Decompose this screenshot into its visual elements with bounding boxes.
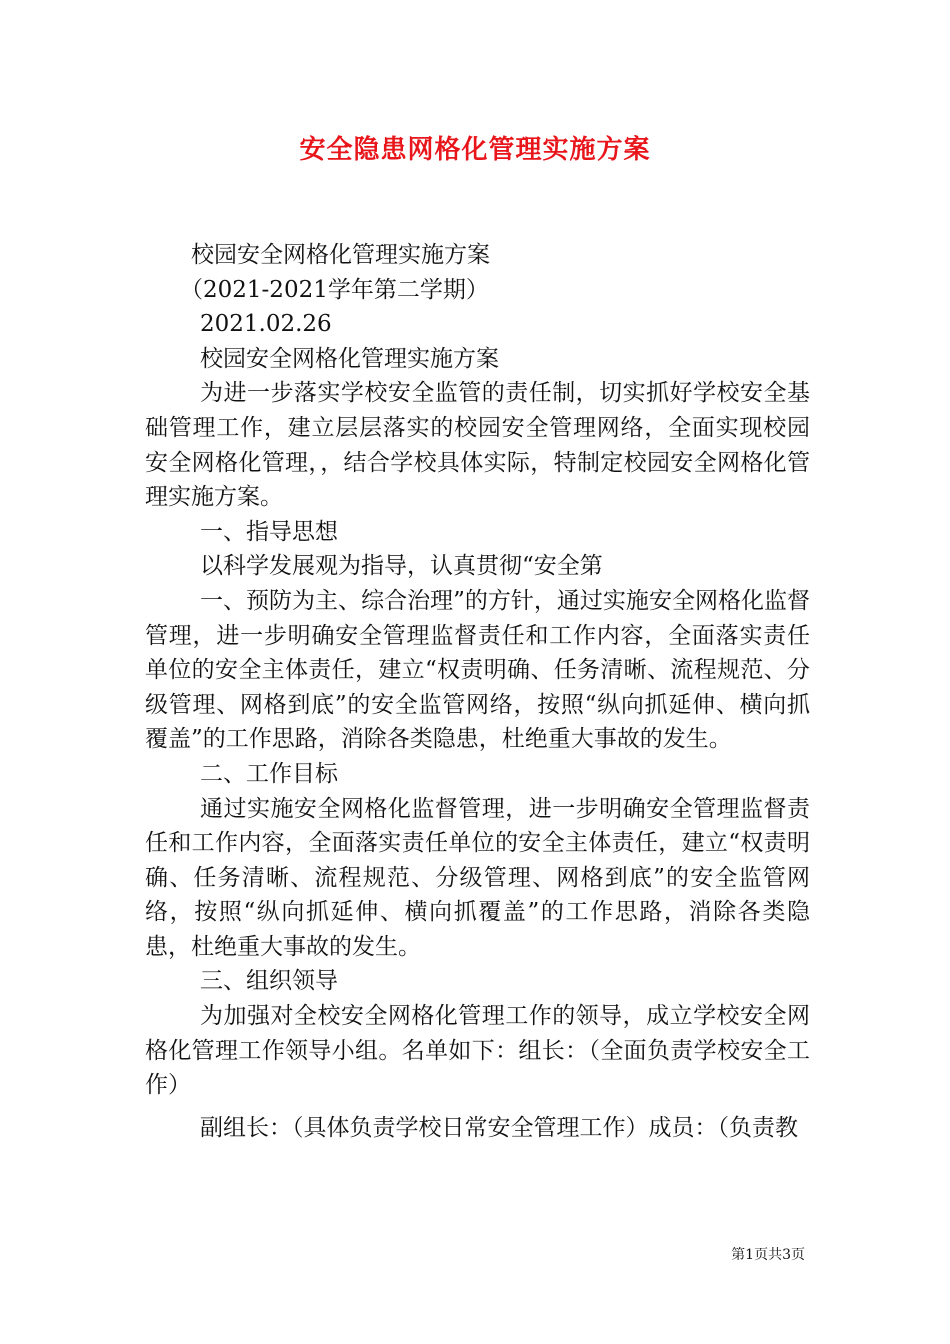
paragraph-work-goal: 通过实施安全网格化监督管理，进一步明确安全管理监督责任和工作内容，全面落实责任单位的安全主体责任，建立“权责明确、任务清晰、流程规范、分级管理、网格到底”的安全监管网络，按照“纵向抓延伸、横向抓覆盖”的工作思路，消除各类隐患，杜绝重大事故的发生。 [145,795,810,960]
paragraph-guiding-idea-continued: 一、预防为主、综合治理”的方针，通过实施安全网格化监督管理，进一步明确安全管理监督责任和工作内容，全面落实责任单位的安全主体责任，建立“权责明确、任务清晰、流程规范、分级管理、网格到底”的安全监管网络，按照“纵向抓延伸、横向抓覆盖”的工作思路，消除各类隐患，杜绝重大事故的发生。 [145,587,810,753]
section-heading-work-goal: 二、工作目标 [200,760,338,787]
document-body [145,238,810,1145]
paragraph-semester: （2021-2021学年第二学期） [180,276,489,303]
paragraph-heading-plan: 校园安全网格化管理实施方案 [191,242,490,268]
section-heading-organization: 三、组织领导 [200,968,338,995]
paragraph-heading-plan-repeat: 校园安全网格化管理实施方案 [200,345,499,372]
paragraph-guiding-idea: 以科学发展观为指导，认真贯彻“安全第 [200,553,603,580]
document-title: 安全隐患网格化管理实施方案 [299,135,651,165]
paragraph-intro: 为进一步落实学校安全监管的责任制，切实抓好学校安全基础管理工作，建立层层落实的校园安全管理网络，全面实现校园安全网格化管理，，结合学校具体实际，特制定校园安全网格化管理实施方案。 [145,380,810,511]
paragraph-date: 2021.02.26 [200,311,332,338]
paragraph-organization: 为加强对全校安全网格化管理工作的领导，成立学校安全网格化管理工作领导小组。名单如下：组长：（全面负责学校安全工作） [145,1003,810,1099]
paragraph-deputy-leader: 副组长：（具体负责学校日常安全管理工作）成员：（负责教 [200,1114,798,1141]
page-number: 第1页共3页 [731,1247,805,1263]
section-heading-guiding-idea: 一、指导思想 [200,518,338,545]
